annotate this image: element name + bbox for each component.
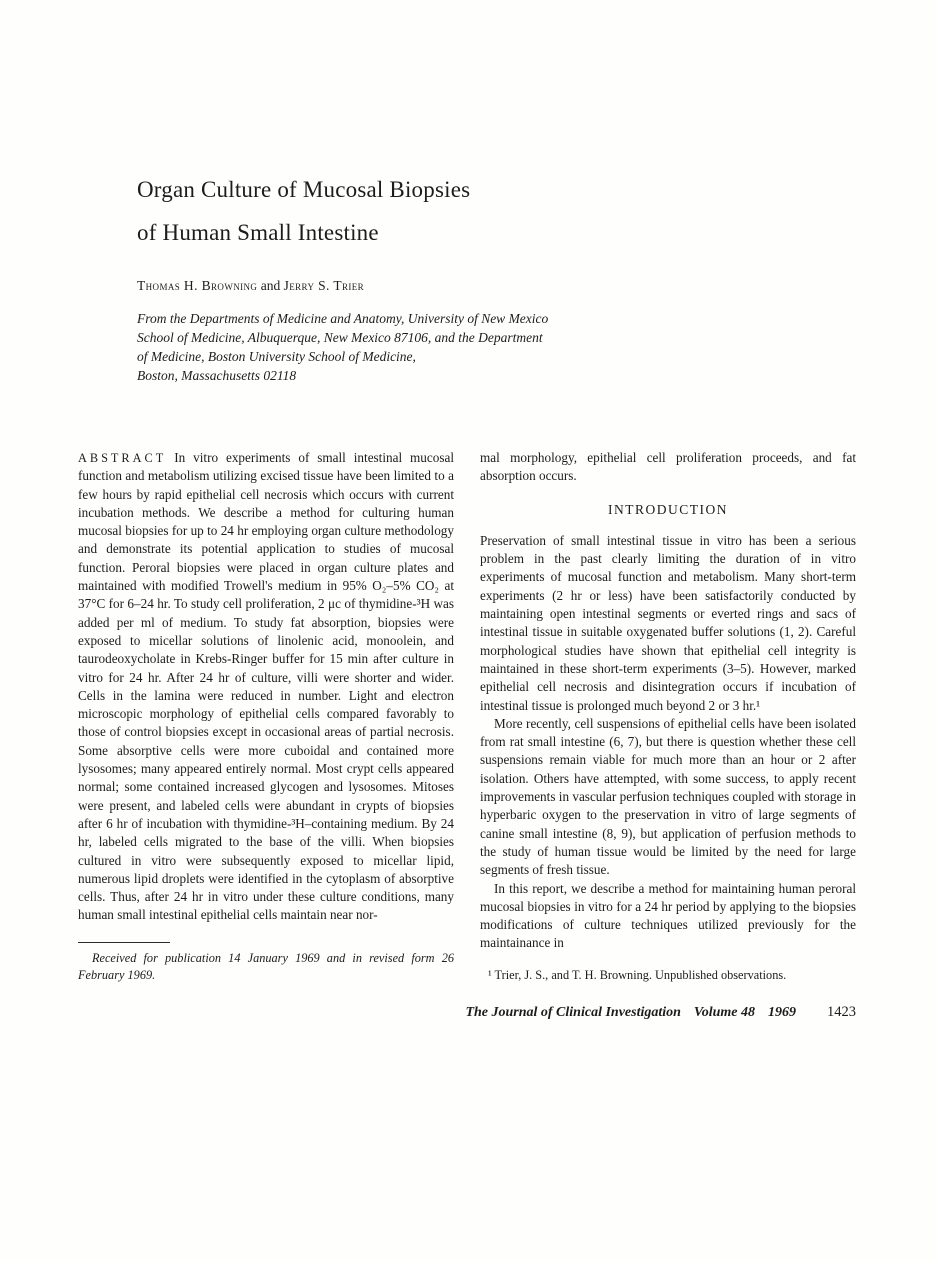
- received-footnote-block: [78, 928, 454, 984]
- introduction-paragraph-1: Preservation of small intestinal tissue in vitro has been a serious problem in the past clearly limiting the duration of in vitro experiments of mucosal function and metabolism. Many short-term experiments (2 hr or less) have been satisfactorily conducted by maintaining open intestinal segments or everted rings and sacs of intestinal tissue in suitable oxygenated buffer solutions (1, 2). Careful morphological studies have shown that epithelial cell integrity is maintained in these short-term experiments (3–5). However, marked epithelial cell necrosis and disintegration occurs if incubation of intestinal tissue is prolonged much beyond 2 or 3 hr.¹: [480, 532, 856, 713]
- body-columns: [78, 449, 856, 984]
- right-column: [480, 449, 856, 984]
- affiliation-line: Boston, Massachusetts 02118: [137, 368, 297, 383]
- received-note: Received for publication 14 January 1969 and in revised form 26 February 1969.: [78, 950, 454, 982]
- author-connector: and: [260, 278, 281, 293]
- journal-volume: Volume 48: [693, 1004, 755, 1020]
- author-2: Jerry S. Trier: [283, 278, 365, 293]
- paper-title: [137, 168, 856, 254]
- abstract-label: ABSTRACT: [78, 451, 167, 465]
- abstract-body: In vitro experiments of small intestinal mucosal function and metabolism utilizing excised tissue have been limited to a few hours by rapid epithelial cell necrosis which occurs with current incubation methods. We describe a method for culturing human mucosal biopsies for up to 24 hr employing organ culture methodology and demonstrate its potential application to studies of mucosal function. Peroral biopsies were placed in organ culture plates and maintained with modified Trowell's medium in 95% O₂–5% CO₂ at 37°C for 6–24 hr. To study cell proliferation, 2 μc of thymidine-³H was added per ml of medium. To study fat absorption, biopsies were exposed to micellar solutions of linolenic acid, monoolein, and taurodeoxycholate in Krebs-Ringer buffer for 15 min after culture in vitro for 24 hr. After 24 hr of culture, villi were shorter and wider. Cells in the lamina were reduced in number. Light and electron microscopic morphology of epithelial cells compared favorably to those of control biopsies except in occasional areas of partial necrosis. Some absorptive cells were more cuboidal and contained more lysosomes; many appeared entirely normal. Most crypt cells appeared normal; some contained increased glycogen and lysosomes. Mitoses were present, and labeled cells were abundant in crypts of biopsies after 6 hr of incubation with thymidine-³H–containing medium. By 24 hr, labeled cells migrated to the base of the villi. When biopsies cultured in vitro were subsequently exposed to micellar lipid, numerous lipid droplets were identified in the cytoplasm of absorptive cells. Thus, after 24 hr in vitro under these culture conditions, many human small intestinal epithelial cells maintain near nor-: [78, 450, 454, 923]
- abstract-continuation: mal morphology, epithelial cell proliferation proceeds, and fat absorption occurs.: [480, 450, 856, 484]
- footnote-rule: [78, 942, 170, 943]
- title-line-1: Organ Culture of Mucosal Biopsies: [137, 177, 471, 202]
- affiliation-line: School of Medicine, Albuquerque, New Mexico 87106, and the Department: [137, 330, 543, 345]
- header-block: [78, 168, 856, 385]
- affiliation-line: of Medicine, Boston University School of Medicine,: [137, 349, 416, 364]
- affiliation-block: [137, 309, 856, 385]
- left-column: [78, 449, 454, 984]
- footnote-1: ¹ Trier, J. S., and T. H. Browning. Unpublished observations.: [488, 967, 787, 982]
- title-line-2: of Human Small Intestine: [137, 220, 379, 245]
- page-number: 1423: [827, 1003, 856, 1020]
- affiliation-line: From the Departments of Medicine and Anatomy, University of New Mexico: [137, 311, 549, 326]
- authors-line: [137, 278, 856, 294]
- page-footer: [78, 1004, 856, 1021]
- author-1: Thomas H. Browning: [137, 278, 258, 293]
- journal-name: The Journal of Clinical Investigation: [465, 1004, 681, 1020]
- introduction-paragraph-2: More recently, cell suspensions of epithelial cells have been isolated from rat small intestine (6, 7), but there is question whether these cell suspensions remain viable for much more than an hour or 2 after isolation. Others have attempted, with some success, to apply recent improvements in vascular perfusion techniques coupled with storage in hyperbaric oxygen to the preservation in vitro of large segments of canine small intestine (8, 9), but application of perfusion methods to the study of human tissue would be limited by the need for large segments of fresh tissue.: [480, 715, 856, 878]
- journal-year: 1969: [768, 1004, 796, 1020]
- abstract-paragraph: [78, 449, 454, 925]
- introduction-heading: INTRODUCTION: [608, 501, 728, 517]
- introduction-paragraph-3: In this report, we describe a method for maintaining human peroral mucosal biopsies in vitro for a 24 hr period by applying to the biopsies modifications of culture techniques utilized previously for the maintainance in: [480, 880, 856, 951]
